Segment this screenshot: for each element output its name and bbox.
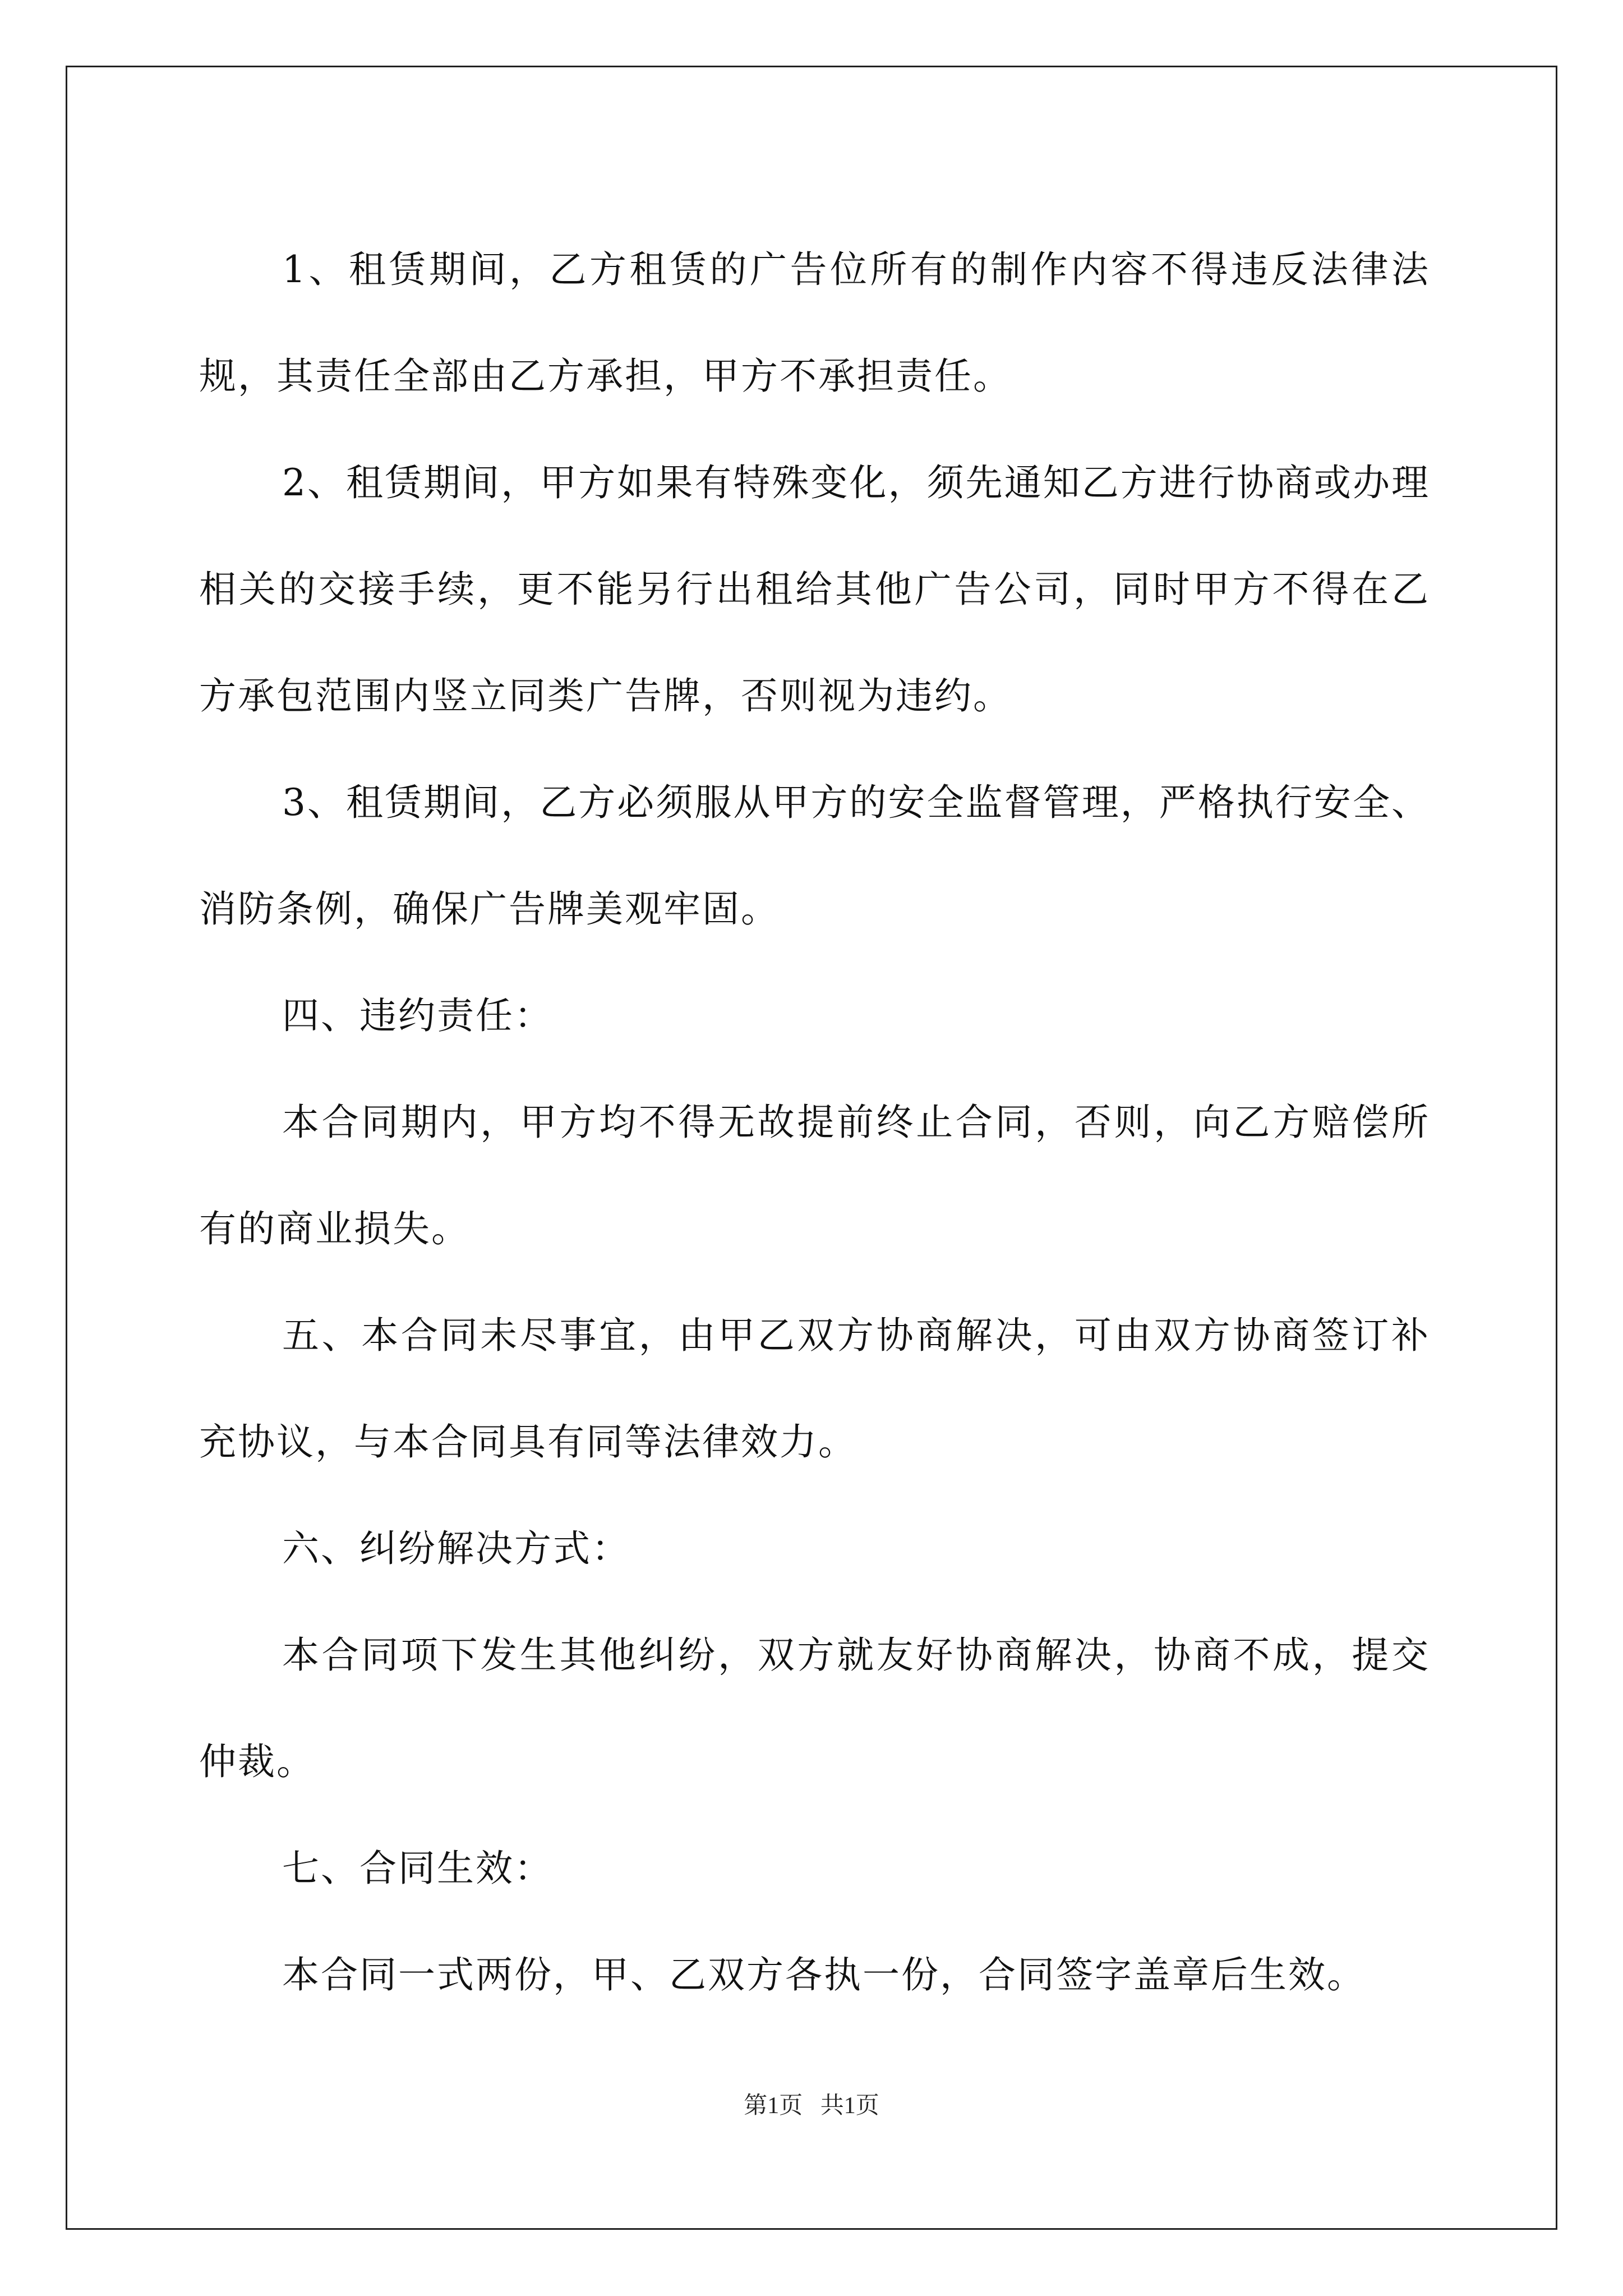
page-footer xyxy=(0,2087,1623,2120)
page-total: 共1页 xyxy=(820,2093,879,2119)
section-breach-heading: 四、违约责任： xyxy=(282,994,553,1037)
clause-3-paragraph: 3、租赁期间，乙方必须服从甲方的安全监督管理，严格执行安全、消防条例，确保广告牌美观牢固。 xyxy=(199,781,1430,931)
document-body xyxy=(199,217,1430,2028)
clause-1-paragraph: 1、租赁期间，乙方租赁的广告位所有的制作内容不得违反法律法规，其责任全部由乙方承担，甲方不承担责任。 xyxy=(199,248,1430,398)
section-miscellaneous-paragraph: 五、本合同未尽事宜，由甲乙双方协商解决，可由双方协商签订补充协议，与本合同具有同等法律效力。 xyxy=(199,1314,1430,1464)
section-dispute-heading: 六、纠纷解决方式： xyxy=(282,1527,630,1570)
section-effect-heading: 七、合同生效： xyxy=(282,1847,553,1890)
breach-paragraph: 本合同期内，甲方均不得无故提前终止合同，否则，向乙方赔偿所有的商业损失。 xyxy=(199,1101,1430,1250)
clause-2-paragraph: 2、租赁期间，甲方如果有特殊变化，须先通知乙方进行协商或办理相关的交接手续，更不能另行出租给其他广告公司，同时甲方不得在乙方承包范围内竖立同类广告牌，否则视为违约。 xyxy=(199,461,1430,717)
dispute-paragraph: 本合同项下发生其他纠纷，双方就友好协商解决，协商不成，提交仲裁。 xyxy=(199,1634,1430,1783)
effect-paragraph: 本合同一式两份，甲、乙双方各执一份，合同签字盖章后生效。 xyxy=(282,1953,1366,1996)
page-number: 第1页 xyxy=(744,2093,803,2119)
